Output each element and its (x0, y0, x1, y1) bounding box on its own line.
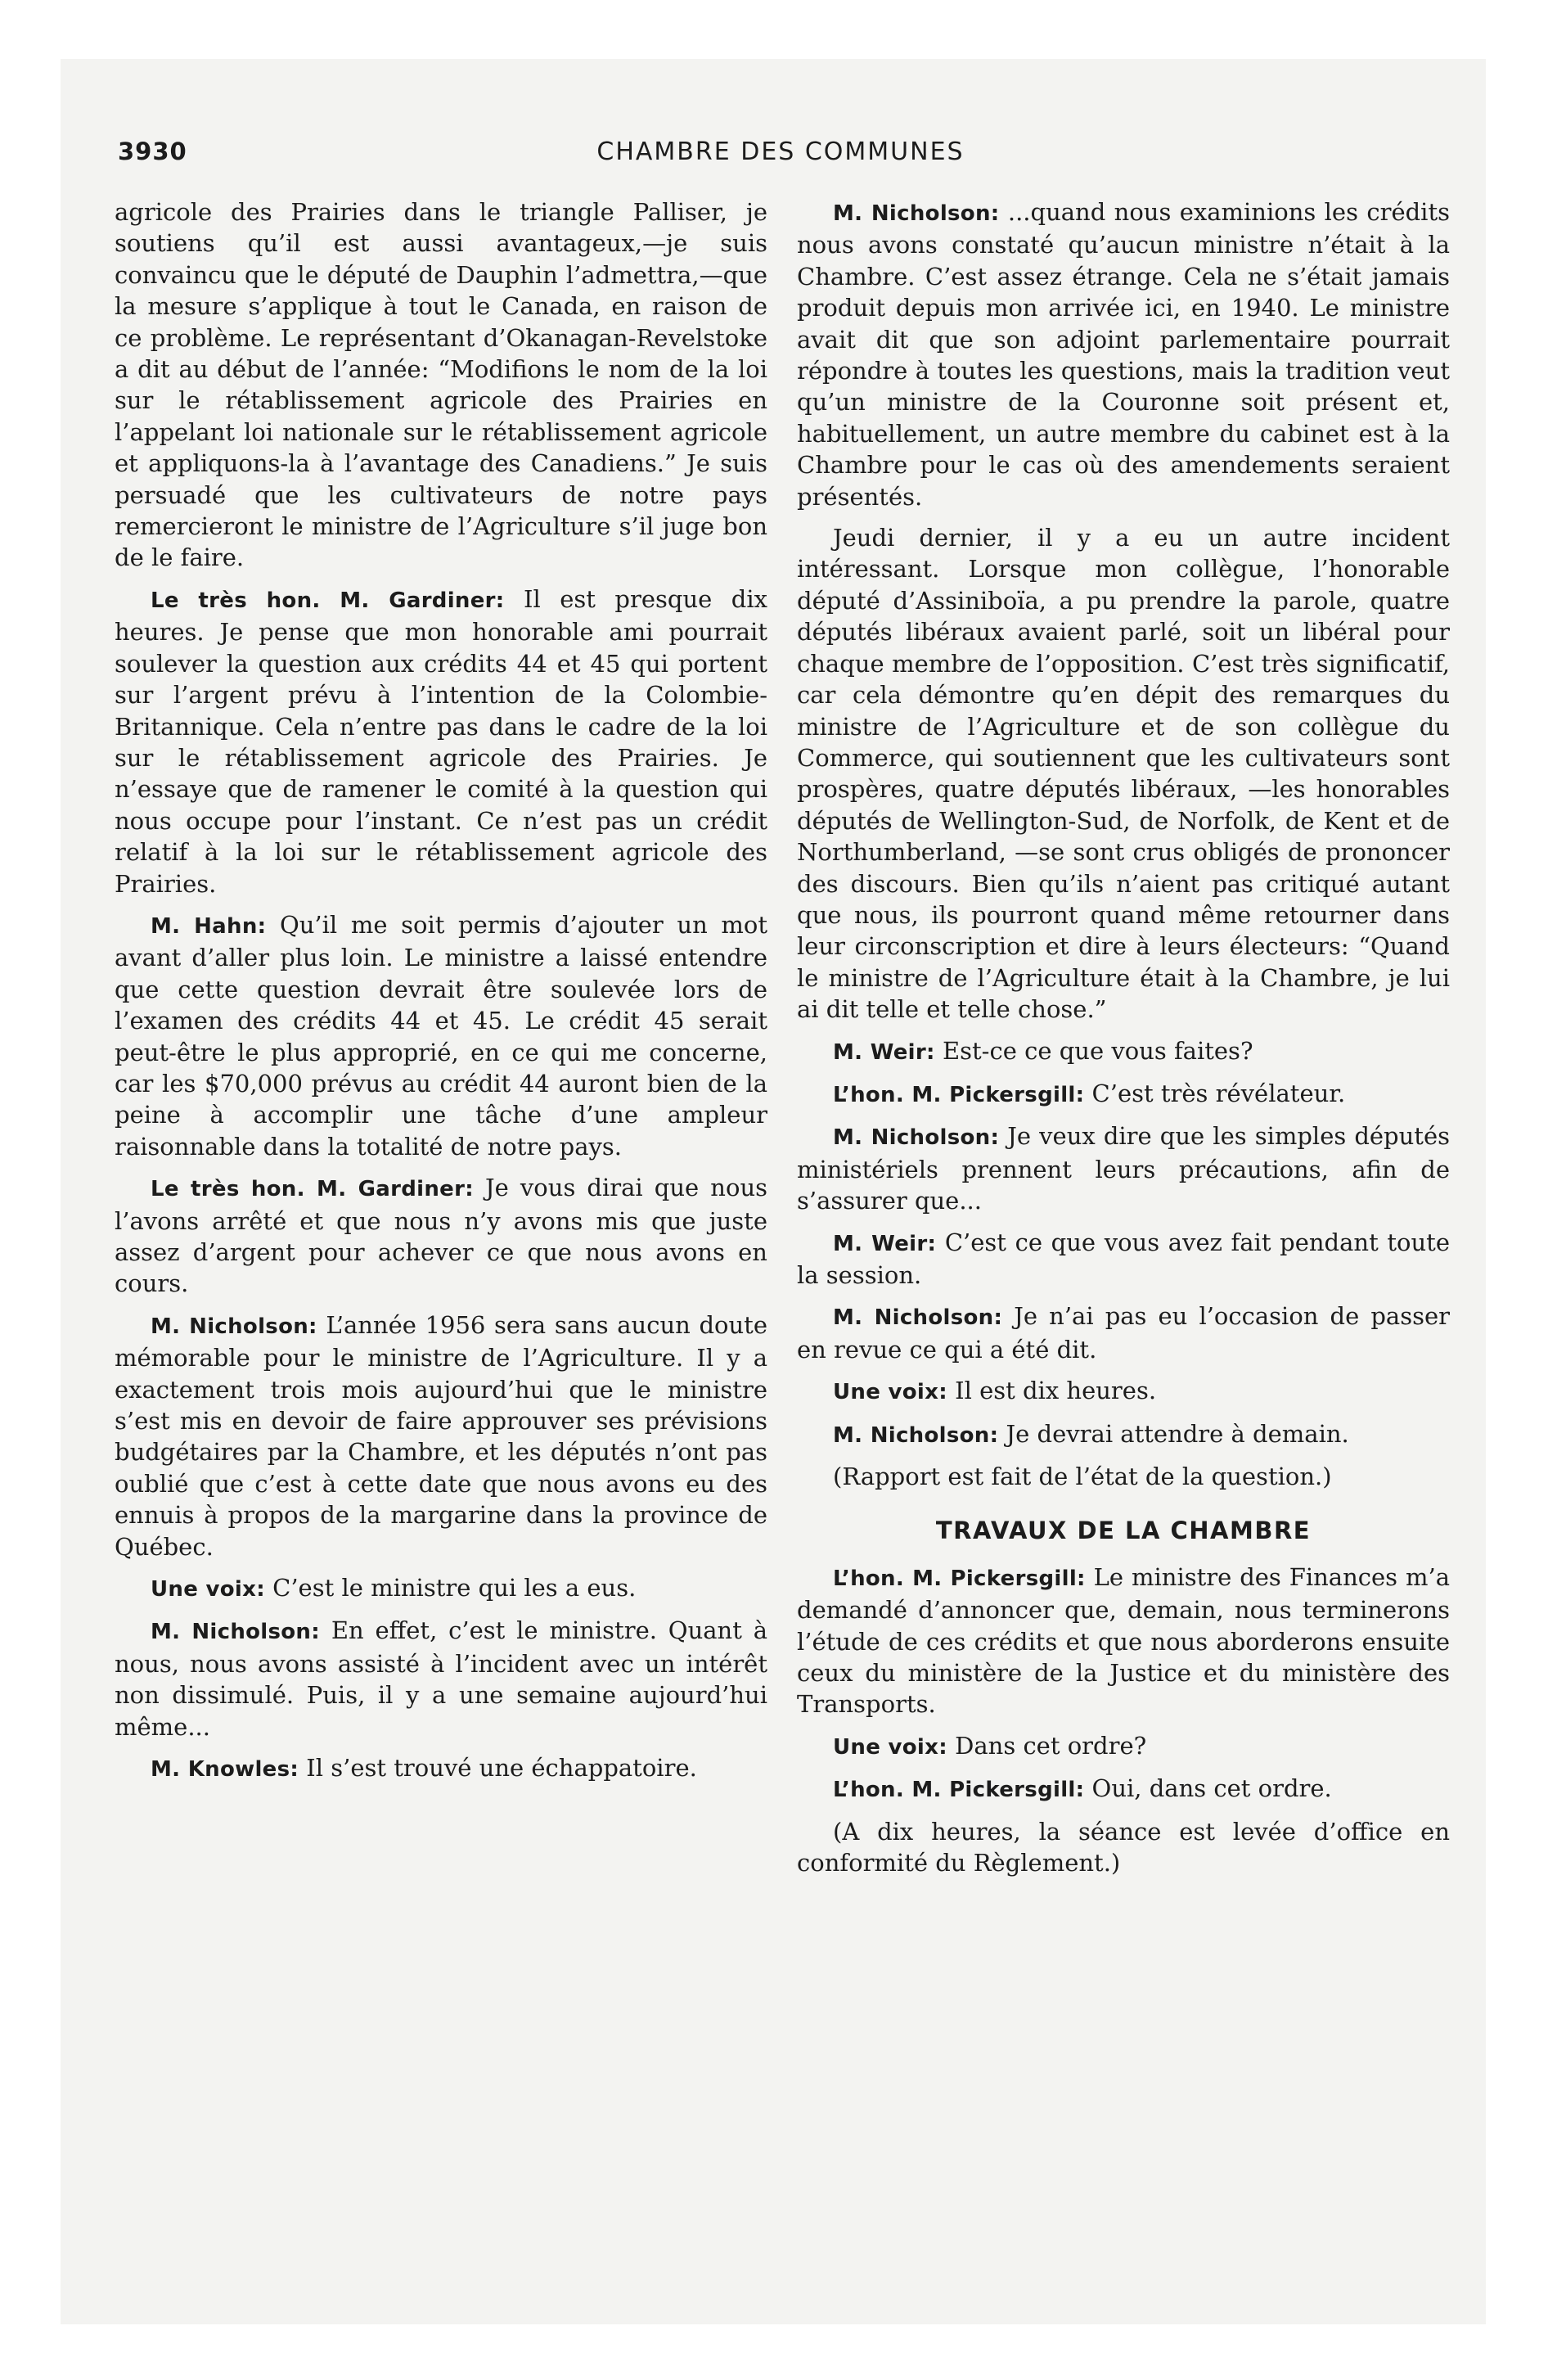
speaker-name: Une voix: (833, 1380, 947, 1405)
speech-text: (A dix heures, la séance est levée d’office en conformité du Règlement.) (797, 1817, 1450, 1877)
running-head (118, 137, 1443, 183)
speech-text: Est-ce ce que vous faites? (942, 1036, 1253, 1065)
speech-text: Je n’ai pas eu l’occasion de passer en revue ce qui a été dit. (797, 1302, 1450, 1364)
speech-text: Il s’est trouvé une échappatoire. (306, 1754, 697, 1783)
speech-text: Je devrai attendre à demain. (1006, 1419, 1349, 1448)
speaker-name: M. Nicholson: (151, 1620, 320, 1645)
speech-text: C’est très révélateur. (1091, 1079, 1346, 1107)
scanned-page (61, 59, 1486, 2324)
left-column (115, 196, 767, 1796)
speech-text: Le ministre des Finances m’a demandé d’annoncer que, demain, nous terminerons l’étude de ces crédits et que nous aborderons ensuite ceux du ministère de la Justice et du ministère des Transports. (797, 1562, 1450, 1719)
speaker-name: M. Nicholson: (151, 1314, 317, 1339)
section-heading: TRAVAUX DE LA CHAMBRE (935, 1517, 1312, 1545)
speech-text: C’est le ministre qui les a eus. (272, 1574, 637, 1602)
right-column (797, 196, 1450, 1889)
speaker-name: M. Nicholson: (833, 201, 1000, 226)
speech-text: Dans cet ordre? (955, 1731, 1147, 1760)
speech-paragraph (797, 1562, 1450, 1720)
speech-text: Jeudi dernier, il y a eu un autre incident intéressant. Lorsque mon collègue, l’honorable député d’Assiniboïa, a pu prendre la parole, quatre députés libéraux avaient parlé, soit un libéral pour chaque membre de l’opposition. C’est très significatif, car cela démontre qu’en dépit des remarques du ministre de l’Agriculture et de son collègue du Commerce, qui soutiennent que les cultivateurs sont prospères, quatre députés libéraux, —les honorables députés de Wellington-Sud, de Norfolk, de Kent et de Northumberland, —se sont crus obligés de prononcer des discours. Bien qu’ils n’aient pas critiqué autant que nous, ils pourront quand même retourner dans leur circonscription et dire à leurs électeurs: “Quand le ministre de l’Agriculture était à la Chambre, je lui ai dit telle et telle chose.” (797, 524, 1450, 1024)
speaker-name: M. Weir: (833, 1039, 935, 1065)
speech-text: (Rapport est fait de l’état de la question.) (833, 1463, 1332, 1491)
page-number: 3930 (118, 137, 187, 165)
speech-paragraph (797, 196, 1450, 512)
speech-paragraph (797, 1730, 1450, 1763)
speaker-name: Le très hon. M. Gardiner: (151, 588, 505, 613)
speech-paragraph (797, 1035, 1450, 1068)
text-paragraph (797, 1816, 1450, 1879)
speaker-name: L’hon. M. Pickersgill: (833, 1082, 1085, 1107)
speech-text: Il est dix heures. (955, 1377, 1157, 1405)
speaker-name: M. Nicholson: (833, 1125, 1000, 1151)
speech-paragraph (797, 1375, 1450, 1408)
text-paragraph (797, 1461, 1450, 1492)
speech-text: Je vous dirai que nous l’avons arrêté et que nous n’y avons mis que juste assez d’argent pour achever ce que nous avons en cours. (115, 1174, 768, 1298)
page-header-title: CHAMBRE DES COMMUNES (596, 137, 965, 166)
speech-text: L’année 1956 sera sans aucun doute mémorable pour le ministre de l’Agriculture. Il y a exactement trois mois aujourd’hui que le ministre s’est mis en devoir de faire approuver ses prévisions budgétaires par la Chambre, et les députés n’ont pas oublié que c’est à cette date que nous avons eu des ennuis à propos de la margarine dans la province de Québec. (115, 1310, 767, 1561)
text-paragraph (115, 196, 767, 574)
speech-paragraph (797, 1120, 1450, 1216)
text-paragraph (797, 522, 1450, 1025)
speech-paragraph (115, 1615, 767, 1742)
speaker-name: L’hon. M. Pickersgill: (833, 1778, 1085, 1803)
speech-paragraph (797, 1078, 1450, 1111)
speaker-name: Une voix: (833, 1734, 947, 1760)
speech-text: ...quand nous examinions les crédits nous avons constaté qu’aucun ministre n’était à la Chambre. C’est assez étrange. Cela ne s’était jamais produit depuis mon arrivée ici, en 1940. Le ministre avait dit que son adjoint parlementaire pourrait répondre à toutes les questions, mais la tradition veut qu’un ministre de la Couronne soit présent et, habituellement, un autre membre du cabinet est à la Chambre pour le cas où des amendements seraient présentés. (797, 198, 1450, 511)
speech-text: Qu’il me soit permis d’ajouter un mot avant d’aller plus loin. Le ministre a laissé entendre que cette question devrait être soulevée lors de l’examen des crédits 44 et 45. Le crédit 45 serait peut-être le plus approprié, en ce qui me concerne, car les $70,000 prévus au crédit 44 auront bien de la peine à accomplir une tâche d’une ampleur raisonnable dans la totalité de notre pays. (115, 910, 767, 1161)
speech-paragraph (115, 1172, 767, 1300)
speech-paragraph (115, 584, 767, 899)
speech-paragraph (797, 1418, 1450, 1451)
speech-paragraph (797, 1227, 1450, 1291)
speaker-name: M. Hahn: (151, 913, 267, 939)
speech-text: C’est ce que vous avez fait pendant toute la session. (797, 1228, 1450, 1289)
speech-text: agricole des Prairies dans le triangle Palliser, je soutiens qu’il est aussi avantageux,—je suis convaincu que le député de Dauphin l’admettra,—que la mesure s’applique à tout le Canada, en raison de ce problème. Le représentant d’Okanagan-Revelstoke a dit au début de l’année: “Modifions le nom de la loi sur le rétablissement agricole des Prairies en l’appelant loi nationale sur le rétablissement agricole et appliquons-la à l’avantage des Canadiens.” Je suis persuadé que les cultivateurs de notre pays remercieront le ministre de l’Agriculture s’il juge bon de le faire. (115, 198, 767, 572)
speaker-name: M. Nicholson: (833, 1305, 1003, 1331)
speech-text: Oui, dans cet ordre. (1091, 1774, 1332, 1803)
speaker-name: M. Knowles: (151, 1757, 299, 1783)
speech-text: Je veux dire que les simples députés ministériels prennent leurs précautions, afin de s’assurer que... (797, 1122, 1451, 1215)
speech-paragraph (115, 1752, 767, 1785)
speaker-name: L’hon. M. Pickersgill: (833, 1566, 1086, 1591)
speech-paragraph (797, 1300, 1450, 1365)
speech-text: En effet, c’est le ministre. Quant à nous, nous avons assisté à l’incident avec un intérêt non dissimulé. Puis, il y a une semaine aujourd’hui même... (115, 1616, 768, 1741)
speech-text: Il est presque dix heures. Je pense que mon honorable ami pourrait soulever la question aux crédits 44 et 45 qui portent sur l’argent prévu à l’intention de la Colombie-Britannique. Cela n’entre pas dans le cadre de la loi sur le rétablissement agricole des Prairies. Je n’essaye que de ramener le comité à la question qui nous occupe pour l’instant. Ce n’est pas un crédit relatif à la loi sur le rétablissement agricole des Prairies. (115, 584, 767, 898)
speaker-name: Le très hon. M. Gardiner: (151, 1177, 474, 1202)
speaker-name: Une voix: (151, 1577, 265, 1602)
speech-paragraph (115, 1572, 767, 1605)
speech-paragraph (797, 1773, 1450, 1805)
speech-paragraph (115, 909, 767, 1162)
speaker-name: M. Nicholson: (833, 1422, 999, 1448)
speaker-name: M. Weir: (833, 1231, 937, 1256)
speech-paragraph (115, 1309, 767, 1562)
